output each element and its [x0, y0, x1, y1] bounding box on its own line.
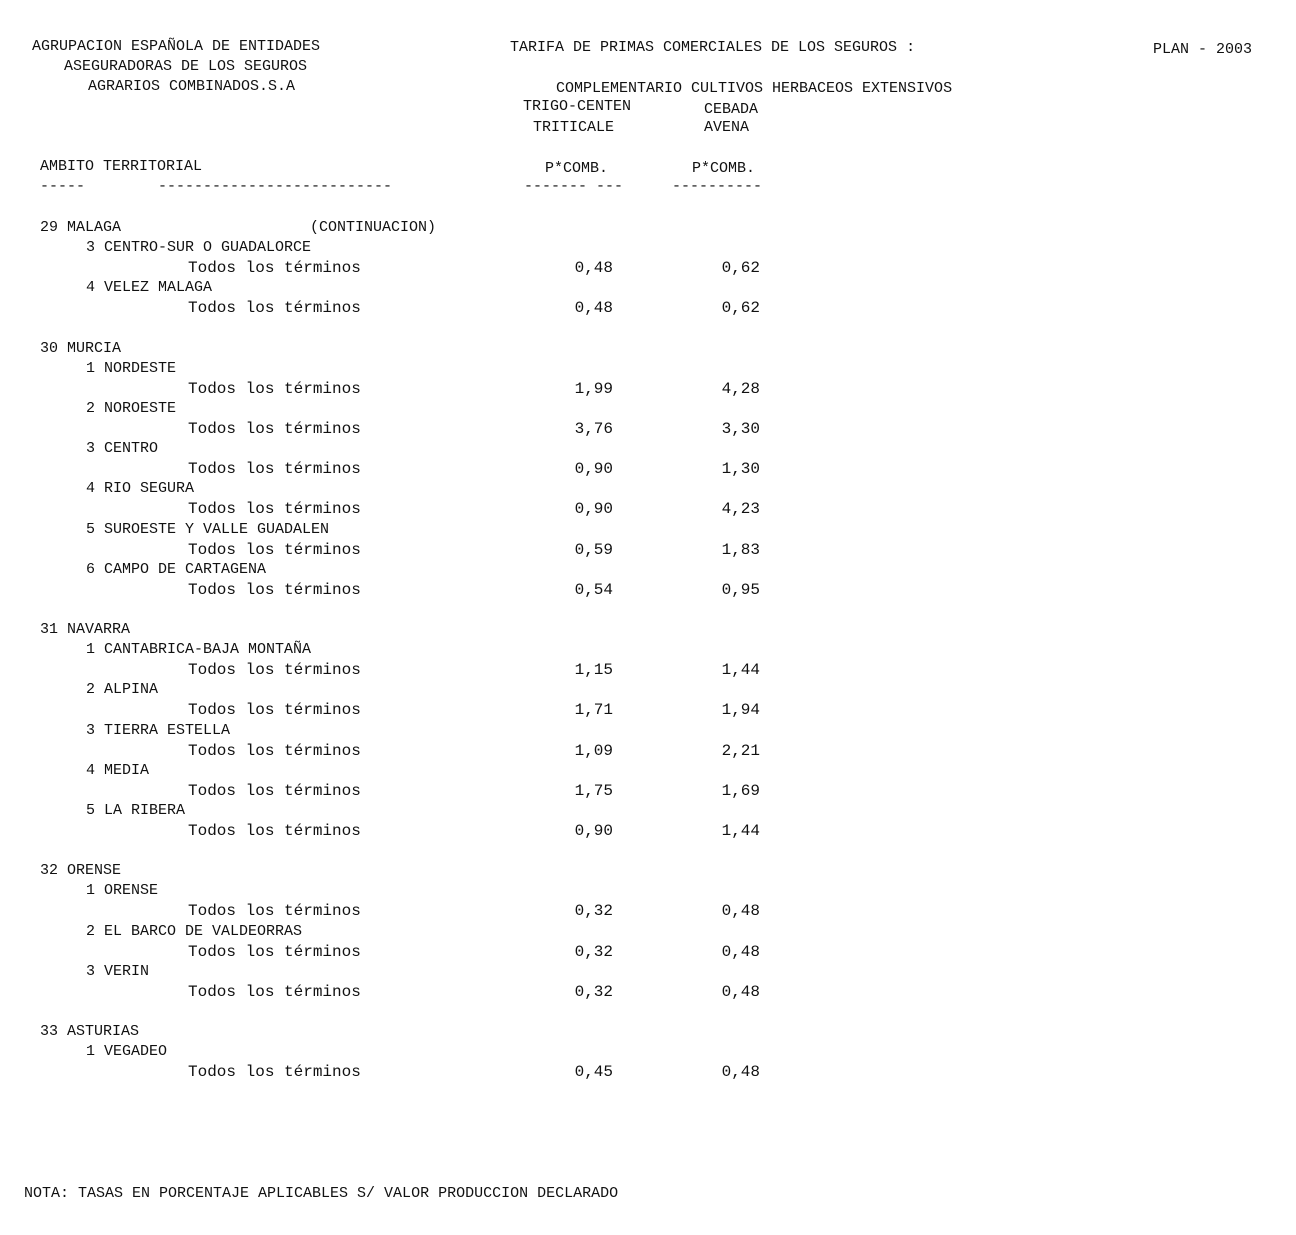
todos-los-terminos: Todos los términos: [188, 822, 361, 840]
value-col1: 0,32: [574, 902, 613, 920]
col2-head-line2: AVENA: [704, 119, 750, 136]
todos-los-terminos: Todos los términos: [188, 380, 361, 398]
footer-note: NOTA: TASAS EN PORCENTAJE APLICABLES S/ VALOR PRODUCCION DECLARADO: [24, 1185, 619, 1202]
zone-name: 6 CAMPO DE CARTAGENA: [86, 561, 267, 578]
value-col2: 0,48: [721, 983, 760, 1001]
value-col2: 2,21: [721, 742, 760, 760]
value-col1: 1,99: [574, 380, 613, 398]
todos-los-terminos: Todos los términos: [188, 299, 361, 317]
dash-left-b: --------------------------: [158, 178, 393, 195]
todos-los-terminos: Todos los términos: [188, 742, 361, 760]
value-col2: 0,95: [721, 581, 760, 599]
value-col2: 0,62: [721, 259, 760, 277]
continuation-label: (CONTINUACION): [310, 219, 437, 236]
zone-name: 1 VEGADEO: [86, 1043, 168, 1060]
col2-head-line1: CEBADA: [704, 101, 759, 118]
ambito-label: AMBITO TERRITORIAL: [40, 158, 203, 175]
value-col2: 0,48: [721, 1063, 760, 1081]
col1-label: P*COMB.: [545, 160, 609, 177]
value-col2: 1,69: [721, 782, 760, 800]
dash-col2: ----------: [672, 178, 763, 195]
value-col1: 0,48: [574, 259, 613, 277]
todos-los-terminos: Todos los términos: [188, 1063, 361, 1081]
zone-name: 4 MEDIA: [86, 762, 150, 779]
province-name: 29 MALAGA: [40, 219, 122, 236]
value-col1: 0,54: [574, 581, 613, 599]
value-col1: 0,45: [574, 1063, 613, 1081]
zone-name: 2 ALPINA: [86, 681, 159, 698]
province-name: 31 NAVARRA: [40, 621, 131, 638]
value-col1: 1,15: [574, 661, 613, 679]
document-title: TARIFA DE PRIMAS COMERCIALES DE LOS SEGUROS :: [510, 39, 916, 56]
value-col2: 1,83: [721, 541, 760, 559]
province-name: 33 ASTURIAS: [40, 1023, 140, 1040]
zone-name: 3 VERIN: [86, 963, 150, 980]
value-col1: 0,90: [574, 460, 613, 478]
todos-los-terminos: Todos los términos: [188, 500, 361, 518]
zone-name: 4 RIO SEGURA: [86, 480, 195, 497]
zone-name: 1 NORDESTE: [86, 360, 177, 377]
todos-los-terminos: Todos los términos: [188, 581, 361, 599]
value-col2: 4,28: [721, 380, 760, 398]
todos-los-terminos: Todos los términos: [188, 541, 361, 559]
document-subtitle: COMPLEMENTARIO CULTIVOS HERBACEOS EXTENSIVOS: [556, 80, 953, 97]
zone-name: 3 CENTRO: [86, 440, 159, 457]
zone-name: 1 ORENSE: [86, 882, 159, 899]
value-col1: 3,76: [574, 420, 613, 438]
todos-los-terminos: Todos los términos: [188, 983, 361, 1001]
todos-los-terminos: Todos los términos: [188, 902, 361, 920]
zone-name: 2 NOROESTE: [86, 400, 177, 417]
value-col2: 1,30: [721, 460, 760, 478]
todos-los-terminos: Todos los términos: [188, 259, 361, 277]
value-col1: 0,59: [574, 541, 613, 559]
zone-name: 2 EL BARCO DE VALDEORRAS: [86, 923, 303, 940]
value-col2: 4,23: [721, 500, 760, 518]
value-col2: 0,48: [721, 902, 760, 920]
value-col1: 0,32: [574, 943, 613, 961]
org-line-1: AGRUPACION ESPAÑOLA DE ENTIDADES: [32, 38, 321, 55]
zone-name: 4 VELEZ MALAGA: [86, 279, 213, 296]
value-col2: 3,30: [721, 420, 760, 438]
dash-col1: ------- ---: [524, 178, 624, 195]
todos-los-terminos: Todos los términos: [188, 420, 361, 438]
value-col1: 1,71: [574, 701, 613, 719]
value-col1: 0,90: [574, 500, 613, 518]
value-col2: 1,94: [721, 701, 760, 719]
province-name: 30 MURCIA: [40, 340, 122, 357]
value-col1: 1,09: [574, 742, 613, 760]
col1-head-line1: TRIGO-CENTEN: [523, 98, 632, 115]
todos-los-terminos: Todos los términos: [188, 460, 361, 478]
zone-name: 5 SUROESTE Y VALLE GUADALEN: [86, 521, 330, 538]
zone-name: 1 CANTABRICA-BAJA MONTAÑA: [86, 641, 312, 658]
value-col2: 0,62: [721, 299, 760, 317]
zone-name: 3 CENTRO-SUR O GUADALORCE: [86, 239, 312, 256]
todos-los-terminos: Todos los términos: [188, 701, 361, 719]
todos-los-terminos: Todos los términos: [188, 661, 361, 679]
plan-label: PLAN - 2003: [1153, 41, 1253, 58]
todos-los-terminos: Todos los términos: [188, 782, 361, 800]
value-col1: 0,90: [574, 822, 613, 840]
dash-left-a: -----: [40, 178, 86, 195]
zone-name: 5 LA RIBERA: [86, 802, 186, 819]
value-col1: 0,48: [574, 299, 613, 317]
todos-los-terminos: Todos los términos: [188, 943, 361, 961]
col1-head-line2: TRITICALE: [533, 119, 615, 136]
org-line-3: AGRARIOS COMBINADOS.S.A: [88, 78, 296, 95]
value-col1: 1,75: [574, 782, 613, 800]
col2-label: P*COMB.: [692, 160, 756, 177]
province-name: 32 ORENSE: [40, 862, 122, 879]
value-col2: 0,48: [721, 943, 760, 961]
org-line-2: ASEGURADORAS DE LOS SEGUROS: [64, 58, 308, 75]
value-col1: 0,32: [574, 983, 613, 1001]
value-col2: 1,44: [721, 661, 760, 679]
value-col2: 1,44: [721, 822, 760, 840]
zone-name: 3 TIERRA ESTELLA: [86, 722, 231, 739]
